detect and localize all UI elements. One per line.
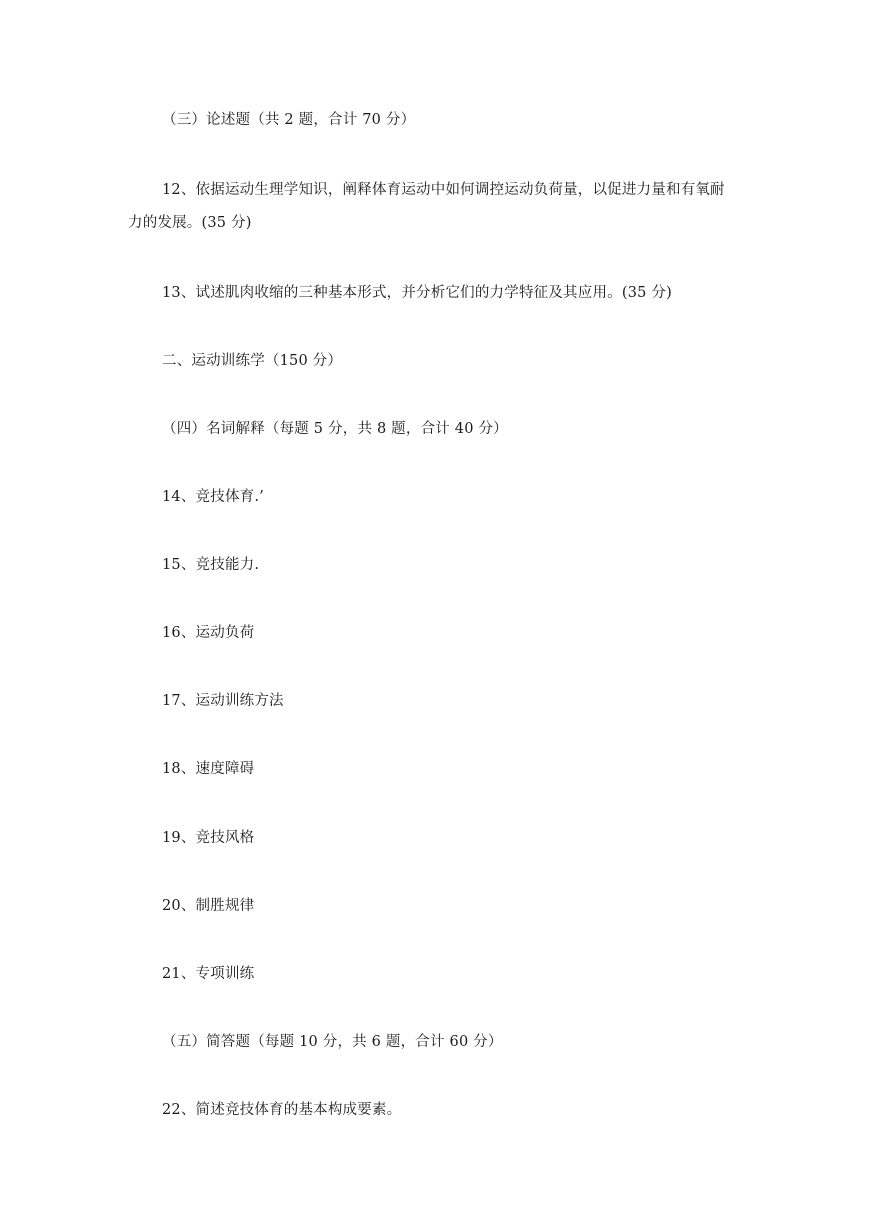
question-12-line-1: 12、依据运动生理学知识，阐释体育运动中如何调控运动负荷量，以促进力量和有氧耐: [162, 182, 725, 198]
question-21: 21、专项训练: [162, 966, 255, 982]
question-17: 17、运动训练方法: [162, 693, 284, 709]
question-22: 22、简述竞技体育的基本构成要素。: [162, 1102, 402, 1118]
part-heading-sports-training: 二、运动训练学（150 分）: [162, 353, 343, 369]
question-15: 15、竞技能力.: [162, 557, 260, 573]
question-13: 13、试述肌肉收缩的三种基本形式，并分析它们的力学特征及其应用。(35 分): [162, 285, 672, 301]
question-19: 19、竞技风格: [162, 830, 255, 846]
section-heading-short-answer: （五）简答题（每题 10 分，共 6 题，合计 60 分）: [162, 1034, 503, 1050]
question-12-line-2: 力的发展。(35 分): [128, 215, 252, 231]
section-heading-essay: （三）论述题（共 2 题，合计 70 分）: [162, 112, 416, 128]
question-14: 14、竞技体育.’: [162, 489, 264, 505]
section-heading-terms: （四）名词解释（每题 5 分，共 8 题，合计 40 分）: [162, 421, 508, 437]
question-16: 16、运动负荷: [162, 625, 255, 641]
question-18: 18、速度障碍: [162, 761, 255, 777]
question-20: 20、制胜规律: [162, 898, 255, 914]
